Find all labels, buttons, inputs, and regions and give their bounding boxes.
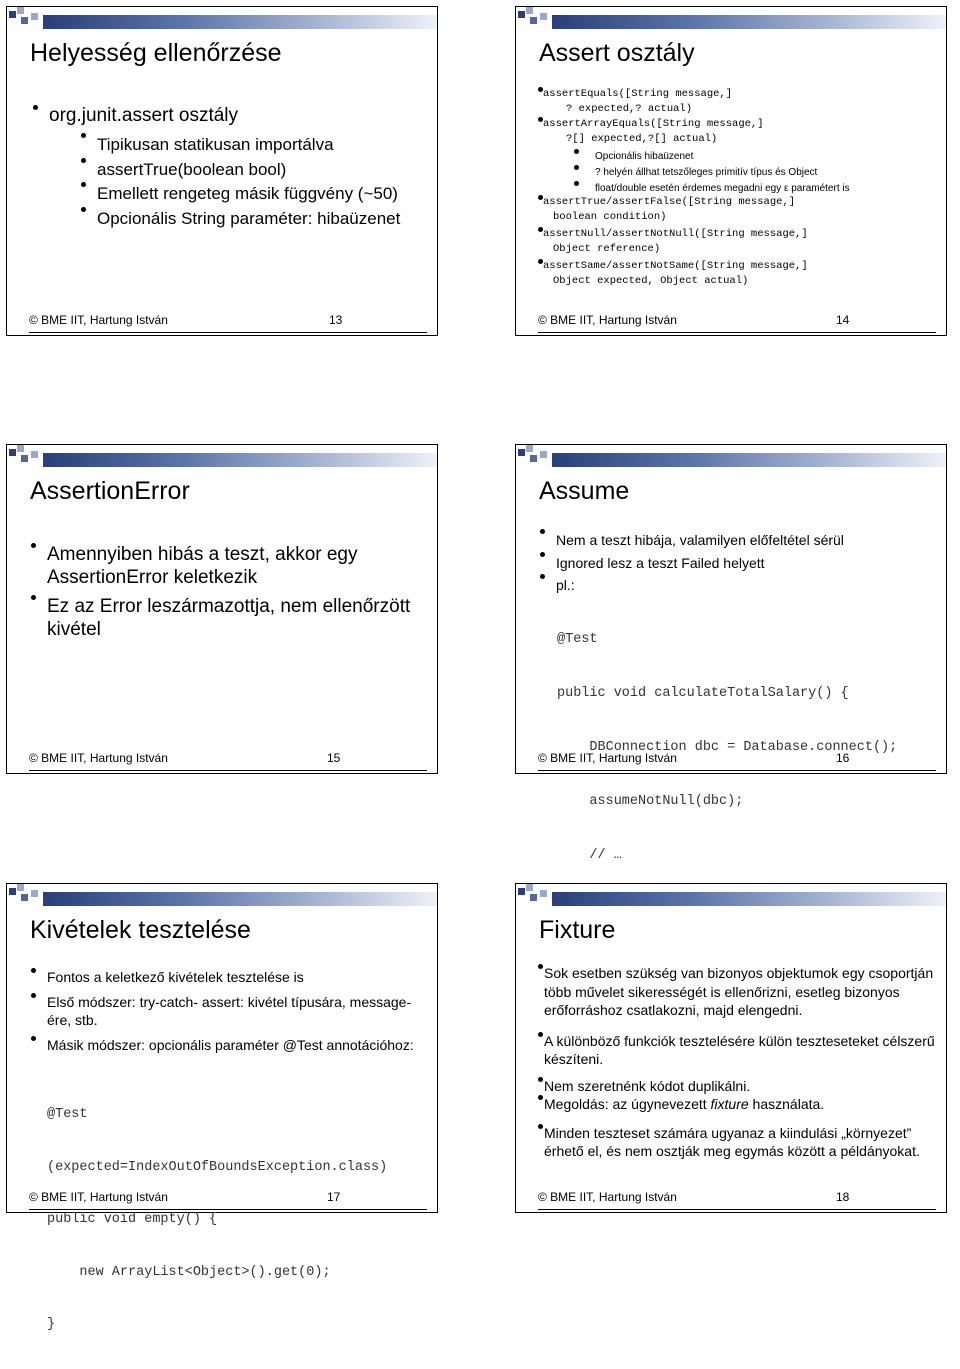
bullet-item: Másik módszer: opcionális paraméter @Test annotációhoz: [31, 1036, 421, 1055]
footer-divider [29, 770, 427, 771]
page-number: 13 [329, 313, 343, 327]
paragraph: Megoldás: az úgynevezett fixture használata. [538, 1095, 938, 1114]
code-line: assertEquals([String message,] [543, 88, 733, 100]
code-line: DBConnection dbc = Database.connect(); [557, 740, 898, 755]
paragraph: Minden teszteset számára ugyanaz a kiindulási „környezet” érhető el, és nem osztják meg egymás között a példányokat. [538, 1124, 938, 1161]
slide-footer: © BME IIT, Hartung István [29, 751, 168, 765]
paragraph: Sok esetben szükség van bizonyos objektumok egy csoportján több művelet sikerességét is ellenőrizni, esetleg bizonyos erőforráshoz csatlakozni, majd elengedni. [538, 964, 938, 1020]
slide-header-bar [7, 884, 437, 906]
code-line: assertNull/assertNotNull([String message,] [543, 228, 808, 240]
page-number: 18 [836, 1190, 850, 1204]
sub-bullet: float/double esetén érdemes megadni egy ε paramétert is [574, 181, 944, 197]
bullet-item: Első módszer: try-catch- assert: kivétel típusára, message-ére, stb. [31, 993, 421, 1030]
code-line: assertSame/assertNotSame([String message,] [543, 260, 808, 272]
page-number: 16 [836, 751, 850, 765]
bullet-item: Ignored lesz a teszt Failed helyett [540, 552, 940, 575]
footer-divider [538, 1209, 936, 1210]
slide-13 [6, 6, 438, 336]
slide-18 [515, 883, 947, 1213]
sub-bullet: Opcionális hibaüzenet [574, 149, 944, 165]
bullet-top: org.junit.assert osztály [33, 105, 433, 127]
code-line: public void empty() { [47, 1212, 218, 1227]
code-line: @Test [557, 632, 598, 647]
bullet-item: assertTrue(boolean bool) [81, 158, 431, 183]
page-number: 14 [836, 313, 850, 327]
bullet-item: pl.: [540, 574, 940, 597]
page-number: 15 [327, 751, 341, 765]
code-line: assertArrayEquals([String message,] [543, 118, 764, 130]
slide-footer: © BME IIT, Hartung István [29, 1190, 168, 1204]
slide-16 [515, 444, 947, 863]
sub-bullet: ? helyén állhat tetszőleges primitív típus és Object [574, 165, 944, 181]
slide-footer: © BME IIT, Hartung István [29, 313, 168, 327]
slide-header-bar [7, 445, 437, 467]
slide-header-bar [516, 7, 946, 29]
slide-header-bar [7, 7, 437, 29]
paragraph: Nem szeretnénk kódot duplikálni. [538, 1077, 938, 1096]
code-line: new ArrayList<Object>().get(0); [47, 1264, 331, 1280]
code-line: Object reference) [553, 242, 661, 255]
footer-divider [29, 332, 427, 333]
code-line: Object expected, Object actual) [553, 274, 749, 287]
slide-title: Assert osztály [539, 39, 695, 67]
slide-footer: © BME IIT, Hartung István [538, 313, 677, 327]
slide-footer: © BME IIT, Hartung István [538, 1190, 677, 1204]
code-line: boolean condition) [553, 210, 667, 223]
paragraph: A különböző funkciók tesztelésére külön teszteseteket célszerű készíteni. [538, 1032, 938, 1069]
footer-divider [538, 770, 936, 771]
slide-title: Fixture [539, 916, 616, 944]
slide-header-bar [516, 445, 946, 467]
slide-title: Kivételek tesztelése [30, 916, 251, 944]
code-line: assertTrue/assertFalse([String message,] [543, 196, 796, 208]
code-line: ?[] expected,?[] actual) [566, 133, 718, 145]
code-line: // … [557, 848, 622, 863]
page-number: 17 [327, 1190, 341, 1204]
slide-header-bar [516, 884, 946, 906]
slide-15 [6, 444, 438, 774]
bullet-item: Opcionális String paraméter: hibaüzenet [81, 207, 431, 232]
slide-title: AssertionError [30, 477, 190, 505]
footer-divider [538, 332, 936, 333]
slide-14 [515, 6, 947, 336]
code-line: assumeNotNull(dbc); [557, 794, 744, 809]
slide-17 [6, 883, 438, 1332]
bullet-item: Emellett rengeteg másik függvény (~50) [81, 182, 431, 207]
code-line: ? expected,? actual) [566, 103, 693, 115]
code-line: @Test [47, 1107, 88, 1122]
slide-title: Assume [539, 477, 630, 505]
bullet-item: Amennyiben hibás a teszt, akkor egy AssertionError keletkezik [31, 543, 411, 589]
slide-title: Helyesség ellenőrzése [30, 39, 282, 67]
slide-footer: © BME IIT, Hartung István [538, 751, 677, 765]
code-line: } [47, 1317, 56, 1332]
bullet-item: Fontos a keletkező kivételek tesztelése is [31, 968, 421, 987]
bullet-item: Nem a teszt hibája, valamilyen előfeltétel sérül [540, 529, 940, 552]
bullet-item: Ez az Error leszármazottja, nem ellenőrzött kivétel [31, 595, 411, 641]
footer-divider [29, 1209, 427, 1210]
code-line: (expected=IndexOutOfBoundsException.class) [47, 1159, 388, 1175]
bullet-item: Tipikusan statikusan importálva [81, 133, 431, 158]
code-line: public void calculateTotalSalary() { [557, 686, 849, 701]
